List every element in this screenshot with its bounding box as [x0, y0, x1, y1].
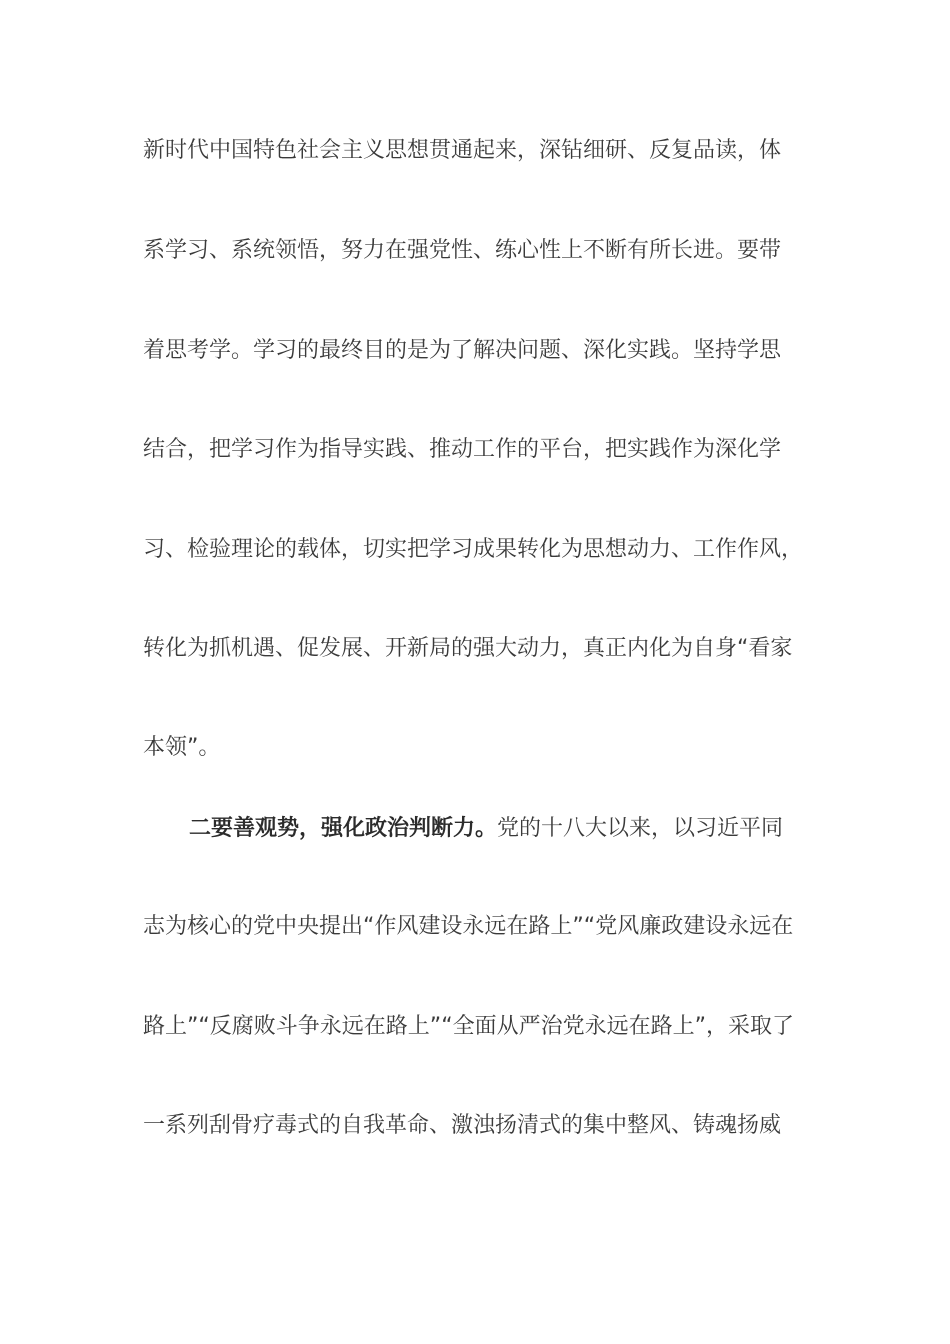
paragraph-line: 本领”。 [143, 735, 221, 760]
paragraph-line: 志为核心的党中央提出“作风建设永远在路上”“党风廉政建设永远在 [143, 914, 794, 939]
paragraph-line: 习、检验理论的载体，切实把学习成果转化为思想动力、工作作风， [143, 537, 804, 562]
paragraph-line: 路上”“反腐败斗争永远在路上”“全面从严治党永远在路上”，采取了 [143, 1014, 794, 1039]
section-first-line [189, 809, 869, 849]
paragraph-line: 系学习、系统领悟，努力在强党性、练心性上不断有所长进。要带 [143, 238, 782, 263]
paragraph-line: 结合，把学习作为指导实践、推动工作的平台，把实践作为深化学 [143, 437, 782, 462]
section-heading: 二要善观势，强化政治判断力。 [189, 816, 498, 841]
paragraph-line: 着思考学。学习的最终目的是为了解决问题、深化实践。坚持学思 [143, 338, 782, 363]
paragraph-line: 新时代中国特色社会主义思想贯通起来，深钻细研、反复品读，体 [143, 138, 782, 163]
paragraph-line: 一系列刮骨疗毒式的自我革命、激浊扬清式的集中整风、铸魂扬威 [143, 1113, 782, 1138]
paragraph-line: 转化为抓机遇、促发展、开新局的强大动力，真正内化为自身“看家 [143, 636, 793, 661]
section-first-line-text: 党的十八大以来，以习近平同 [497, 816, 784, 841]
